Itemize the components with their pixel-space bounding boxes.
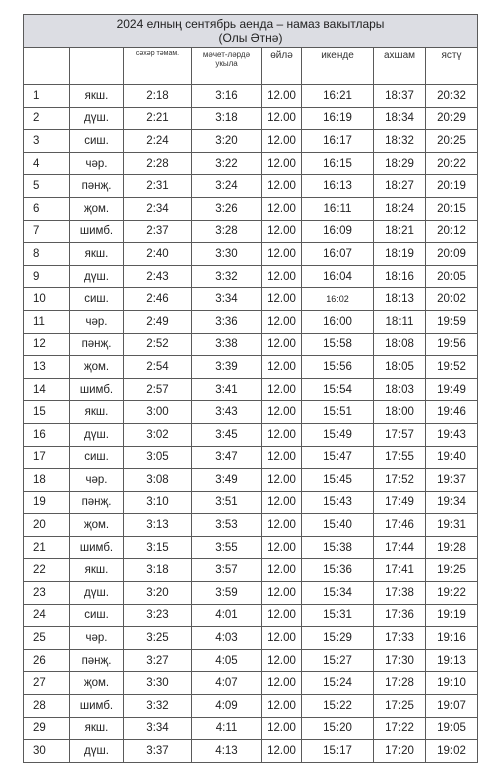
table-row bbox=[24, 265, 478, 288]
cell-mechet: 3:28 bbox=[192, 220, 262, 243]
cell-weekday: чәр. bbox=[70, 310, 124, 333]
cell-weekday: якш. bbox=[70, 717, 124, 740]
cell-mechet: 4:03 bbox=[192, 627, 262, 650]
cell-akhsham: 17:38 bbox=[374, 582, 426, 605]
header-mechet: мәчет-ләрдә укыла bbox=[192, 48, 262, 85]
cell-ikende: 15:40 bbox=[302, 514, 374, 537]
cell-yastu: 20:02 bbox=[426, 288, 478, 311]
cell-sahar: 3:37 bbox=[124, 740, 192, 763]
cell-weekday: дүш. bbox=[70, 107, 124, 130]
cell-day-number: 30 bbox=[24, 740, 70, 763]
cell-weekday: чәр. bbox=[70, 627, 124, 650]
cell-sahar: 2:21 bbox=[124, 107, 192, 130]
cell-day-number: 13 bbox=[24, 356, 70, 379]
cell-ikende: 16:13 bbox=[302, 175, 374, 198]
cell-day-number: 9 bbox=[24, 265, 70, 288]
cell-sahar: 2:54 bbox=[124, 356, 192, 379]
cell-akhsham: 18:16 bbox=[374, 265, 426, 288]
prayer-times-table bbox=[23, 14, 478, 763]
cell-akhsham: 17:22 bbox=[374, 717, 426, 740]
cell-yastu: 20:15 bbox=[426, 197, 478, 220]
cell-sahar: 2:24 bbox=[124, 130, 192, 153]
cell-mechet: 3:18 bbox=[192, 107, 262, 130]
cell-akhsham: 17:33 bbox=[374, 627, 426, 650]
cell-day-number: 25 bbox=[24, 627, 70, 650]
cell-yastu: 20:12 bbox=[426, 220, 478, 243]
cell-day-number: 16 bbox=[24, 423, 70, 446]
cell-yastu: 20:09 bbox=[426, 243, 478, 266]
cell-sahar: 2:34 bbox=[124, 197, 192, 220]
table-row bbox=[24, 491, 478, 514]
cell-ikende: 16:11 bbox=[302, 197, 374, 220]
cell-day-number: 18 bbox=[24, 469, 70, 492]
header-day bbox=[70, 48, 124, 85]
cell-oyle: 12.00 bbox=[262, 288, 302, 311]
cell-sahar: 3:27 bbox=[124, 649, 192, 672]
cell-day-number: 3 bbox=[24, 130, 70, 153]
cell-yastu: 19:46 bbox=[426, 401, 478, 424]
table-row bbox=[24, 310, 478, 333]
cell-ikende: 15:58 bbox=[302, 333, 374, 356]
header-oyle: өйлә bbox=[262, 48, 302, 85]
cell-akhsham: 18:34 bbox=[374, 107, 426, 130]
cell-yastu: 19:25 bbox=[426, 559, 478, 582]
cell-ikende: 15:45 bbox=[302, 469, 374, 492]
cell-oyle: 12.00 bbox=[262, 604, 302, 627]
table-row bbox=[24, 220, 478, 243]
cell-yastu: 19:22 bbox=[426, 582, 478, 605]
table-row bbox=[24, 536, 478, 559]
cell-ikende: 16:15 bbox=[302, 152, 374, 175]
cell-akhsham: 18:05 bbox=[374, 356, 426, 379]
cell-ikende: 15:17 bbox=[302, 740, 374, 763]
cell-ikende: 16:17 bbox=[302, 130, 374, 153]
cell-oyle: 12.00 bbox=[262, 423, 302, 446]
cell-akhsham: 18:29 bbox=[374, 152, 426, 175]
cell-day-number: 4 bbox=[24, 152, 70, 175]
cell-yastu: 19:31 bbox=[426, 514, 478, 537]
cell-oyle: 12.00 bbox=[262, 175, 302, 198]
cell-day-number: 6 bbox=[24, 197, 70, 220]
table-row bbox=[24, 107, 478, 130]
cell-sahar: 2:18 bbox=[124, 85, 192, 108]
cell-sahar: 3:23 bbox=[124, 604, 192, 627]
cell-oyle: 12.00 bbox=[262, 265, 302, 288]
cell-yastu: 19:28 bbox=[426, 536, 478, 559]
cell-oyle: 12.00 bbox=[262, 152, 302, 175]
cell-mechet: 3:49 bbox=[192, 469, 262, 492]
cell-ikende: 16:19 bbox=[302, 107, 374, 130]
header-number bbox=[24, 48, 70, 85]
cell-yastu: 19:40 bbox=[426, 446, 478, 469]
cell-ikende: 15:38 bbox=[302, 536, 374, 559]
cell-weekday: җом. bbox=[70, 197, 124, 220]
cell-day-number: 10 bbox=[24, 288, 70, 311]
cell-day-number: 27 bbox=[24, 672, 70, 695]
cell-weekday: җом. bbox=[70, 356, 124, 379]
cell-weekday: якш. bbox=[70, 401, 124, 424]
cell-oyle: 12.00 bbox=[262, 536, 302, 559]
prayer-times-sheet bbox=[23, 14, 477, 763]
cell-yastu: 19:13 bbox=[426, 649, 478, 672]
cell-sahar: 3:18 bbox=[124, 559, 192, 582]
cell-day-number: 21 bbox=[24, 536, 70, 559]
cell-sahar: 3:08 bbox=[124, 469, 192, 492]
cell-yastu: 19:05 bbox=[426, 717, 478, 740]
cell-akhsham: 17:28 bbox=[374, 672, 426, 695]
cell-mechet: 3:51 bbox=[192, 491, 262, 514]
cell-ikende: 15:34 bbox=[302, 582, 374, 605]
cell-sahar: 2:43 bbox=[124, 265, 192, 288]
table-title: 2024 елның сентябрь аенда – намаз вакытлары bbox=[116, 17, 385, 31]
cell-sahar: 2:28 bbox=[124, 152, 192, 175]
table-row bbox=[24, 423, 478, 446]
cell-mechet: 3:26 bbox=[192, 197, 262, 220]
cell-sahar: 3:34 bbox=[124, 717, 192, 740]
cell-sahar: 2:49 bbox=[124, 310, 192, 333]
cell-akhsham: 17:36 bbox=[374, 604, 426, 627]
cell-oyle: 12.00 bbox=[262, 85, 302, 108]
cell-akhsham: 17:20 bbox=[374, 740, 426, 763]
cell-day-number: 1 bbox=[24, 85, 70, 108]
cell-akhsham: 17:25 bbox=[374, 695, 426, 718]
cell-day-number: 7 bbox=[24, 220, 70, 243]
table-row bbox=[24, 514, 478, 537]
table-row bbox=[24, 559, 478, 582]
cell-akhsham: 18:27 bbox=[374, 175, 426, 198]
header-yastu: ястү bbox=[426, 48, 478, 85]
cell-weekday: дүш. bbox=[70, 740, 124, 763]
cell-yastu: 19:52 bbox=[426, 356, 478, 379]
cell-oyle: 12.00 bbox=[262, 107, 302, 130]
cell-ikende: 15:43 bbox=[302, 491, 374, 514]
cell-weekday: дүш. bbox=[70, 265, 124, 288]
cell-akhsham: 18:00 bbox=[374, 401, 426, 424]
cell-day-number: 26 bbox=[24, 649, 70, 672]
cell-ikende: 15:54 bbox=[302, 378, 374, 401]
cell-day-number: 5 bbox=[24, 175, 70, 198]
cell-day-number: 11 bbox=[24, 310, 70, 333]
cell-weekday: пәнҗ. bbox=[70, 491, 124, 514]
table-row bbox=[24, 85, 478, 108]
cell-mechet: 4:09 bbox=[192, 695, 262, 718]
cell-sahar: 3:20 bbox=[124, 582, 192, 605]
cell-oyle: 12.00 bbox=[262, 491, 302, 514]
cell-day-number: 20 bbox=[24, 514, 70, 537]
cell-sahar: 3:15 bbox=[124, 536, 192, 559]
cell-weekday: сиш. bbox=[70, 288, 124, 311]
cell-mechet: 3:39 bbox=[192, 356, 262, 379]
cell-oyle: 12.00 bbox=[262, 446, 302, 469]
cell-sahar: 3:13 bbox=[124, 514, 192, 537]
cell-ikende: 16:09 bbox=[302, 220, 374, 243]
cell-akhsham: 18:32 bbox=[374, 130, 426, 153]
cell-mechet: 3:59 bbox=[192, 582, 262, 605]
cell-akhsham: 18:21 bbox=[374, 220, 426, 243]
cell-oyle: 12.00 bbox=[262, 695, 302, 718]
cell-weekday: пәнҗ. bbox=[70, 333, 124, 356]
cell-sahar: 3:02 bbox=[124, 423, 192, 446]
cell-day-number: 24 bbox=[24, 604, 70, 627]
cell-akhsham: 17:44 bbox=[374, 536, 426, 559]
table-row bbox=[24, 356, 478, 379]
cell-mechet: 3:16 bbox=[192, 85, 262, 108]
cell-ikende: 15:51 bbox=[302, 401, 374, 424]
cell-weekday: якш. bbox=[70, 85, 124, 108]
cell-mechet: 3:36 bbox=[192, 310, 262, 333]
cell-mechet: 3:24 bbox=[192, 175, 262, 198]
cell-weekday: шимб. bbox=[70, 378, 124, 401]
cell-weekday: җом. bbox=[70, 514, 124, 537]
cell-ikende: 15:31 bbox=[302, 604, 374, 627]
table-row bbox=[24, 469, 478, 492]
table-title-cell bbox=[24, 15, 478, 48]
table-row bbox=[24, 243, 478, 266]
cell-sahar: 2:40 bbox=[124, 243, 192, 266]
table-row bbox=[24, 672, 478, 695]
cell-day-number: 17 bbox=[24, 446, 70, 469]
cell-oyle: 12.00 bbox=[262, 559, 302, 582]
cell-ikende: 15:47 bbox=[302, 446, 374, 469]
cell-sahar: 2:57 bbox=[124, 378, 192, 401]
cell-day-number: 19 bbox=[24, 491, 70, 514]
cell-yastu: 19:07 bbox=[426, 695, 478, 718]
cell-akhsham: 17:46 bbox=[374, 514, 426, 537]
cell-oyle: 12.00 bbox=[262, 582, 302, 605]
table-row bbox=[24, 333, 478, 356]
cell-oyle: 12.00 bbox=[262, 627, 302, 650]
cell-oyle: 12.00 bbox=[262, 649, 302, 672]
table-row bbox=[24, 175, 478, 198]
cell-ikende: 16:21 bbox=[302, 85, 374, 108]
cell-mechet: 4:11 bbox=[192, 717, 262, 740]
cell-akhsham: 17:41 bbox=[374, 559, 426, 582]
cell-day-number: 2 bbox=[24, 107, 70, 130]
cell-oyle: 12.00 bbox=[262, 243, 302, 266]
cell-weekday: чәр. bbox=[70, 469, 124, 492]
cell-mechet: 4:07 bbox=[192, 672, 262, 695]
cell-ikende: 15:20 bbox=[302, 717, 374, 740]
cell-mechet: 4:01 bbox=[192, 604, 262, 627]
cell-akhsham: 17:55 bbox=[374, 446, 426, 469]
cell-mechet: 3:55 bbox=[192, 536, 262, 559]
cell-oyle: 12.00 bbox=[262, 514, 302, 537]
cell-oyle: 12.00 bbox=[262, 197, 302, 220]
cell-oyle: 12.00 bbox=[262, 333, 302, 356]
cell-day-number: 29 bbox=[24, 717, 70, 740]
cell-sahar: 3:05 bbox=[124, 446, 192, 469]
cell-mechet: 3:20 bbox=[192, 130, 262, 153]
cell-oyle: 12.00 bbox=[262, 401, 302, 424]
cell-mechet: 3:22 bbox=[192, 152, 262, 175]
cell-ikende: 16:02 bbox=[302, 288, 374, 311]
cell-weekday: сиш. bbox=[70, 446, 124, 469]
cell-yastu: 19:02 bbox=[426, 740, 478, 763]
cell-mechet: 3:41 bbox=[192, 378, 262, 401]
cell-akhsham: 18:37 bbox=[374, 85, 426, 108]
table-row bbox=[24, 401, 478, 424]
cell-yastu: 20:25 bbox=[426, 130, 478, 153]
cell-akhsham: 18:11 bbox=[374, 310, 426, 333]
cell-weekday: чәр. bbox=[70, 152, 124, 175]
cell-day-number: 28 bbox=[24, 695, 70, 718]
cell-day-number: 14 bbox=[24, 378, 70, 401]
cell-yastu: 19:16 bbox=[426, 627, 478, 650]
cell-sahar: 3:25 bbox=[124, 627, 192, 650]
table-body bbox=[24, 85, 478, 763]
cell-weekday: җом. bbox=[70, 672, 124, 695]
cell-weekday: сиш. bbox=[70, 130, 124, 153]
cell-yastu: 19:49 bbox=[426, 378, 478, 401]
table-row bbox=[24, 152, 478, 175]
cell-ikende: 15:24 bbox=[302, 672, 374, 695]
cell-mechet: 3:53 bbox=[192, 514, 262, 537]
table-row bbox=[24, 197, 478, 220]
cell-weekday: сиш. bbox=[70, 604, 124, 627]
cell-yastu: 20:29 bbox=[426, 107, 478, 130]
header-akhsham: ахшам bbox=[374, 48, 426, 85]
cell-day-number: 8 bbox=[24, 243, 70, 266]
table-row bbox=[24, 649, 478, 672]
cell-ikende: 15:36 bbox=[302, 559, 374, 582]
cell-yastu: 19:59 bbox=[426, 310, 478, 333]
cell-akhsham: 17:30 bbox=[374, 649, 426, 672]
cell-day-number: 15 bbox=[24, 401, 70, 424]
cell-weekday: якш. bbox=[70, 243, 124, 266]
cell-oyle: 12.00 bbox=[262, 740, 302, 763]
cell-yastu: 20:05 bbox=[426, 265, 478, 288]
table-row bbox=[24, 582, 478, 605]
column-header-row bbox=[24, 48, 478, 85]
cell-mechet: 3:43 bbox=[192, 401, 262, 424]
cell-ikende: 15:49 bbox=[302, 423, 374, 446]
cell-sahar: 2:52 bbox=[124, 333, 192, 356]
table-row bbox=[24, 695, 478, 718]
cell-sahar: 3:32 bbox=[124, 695, 192, 718]
cell-yastu: 19:56 bbox=[426, 333, 478, 356]
cell-sahar: 2:46 bbox=[124, 288, 192, 311]
table-row bbox=[24, 627, 478, 650]
cell-yastu: 19:19 bbox=[426, 604, 478, 627]
cell-sahar: 3:10 bbox=[124, 491, 192, 514]
cell-yastu: 20:22 bbox=[426, 152, 478, 175]
cell-weekday: шимб. bbox=[70, 536, 124, 559]
cell-ikende: 15:29 bbox=[302, 627, 374, 650]
cell-weekday: дүш. bbox=[70, 423, 124, 446]
table-subtitle: (Олы Әтнә) bbox=[218, 31, 283, 45]
cell-mechet: 3:45 bbox=[192, 423, 262, 446]
cell-mechet: 3:32 bbox=[192, 265, 262, 288]
cell-oyle: 12.00 bbox=[262, 717, 302, 740]
cell-yastu: 19:43 bbox=[426, 423, 478, 446]
cell-oyle: 12.00 bbox=[262, 220, 302, 243]
cell-akhsham: 18:24 bbox=[374, 197, 426, 220]
cell-akhsham: 17:57 bbox=[374, 423, 426, 446]
cell-oyle: 12.00 bbox=[262, 469, 302, 492]
cell-yastu: 20:19 bbox=[426, 175, 478, 198]
cell-sahar: 2:37 bbox=[124, 220, 192, 243]
cell-weekday: шимб. bbox=[70, 695, 124, 718]
cell-akhsham: 17:52 bbox=[374, 469, 426, 492]
cell-day-number: 22 bbox=[24, 559, 70, 582]
cell-sahar: 3:00 bbox=[124, 401, 192, 424]
cell-yastu: 19:37 bbox=[426, 469, 478, 492]
cell-akhsham: 17:49 bbox=[374, 491, 426, 514]
cell-oyle: 12.00 bbox=[262, 356, 302, 379]
cell-mechet: 3:30 bbox=[192, 243, 262, 266]
cell-ikende: 15:27 bbox=[302, 649, 374, 672]
cell-mechet: 3:38 bbox=[192, 333, 262, 356]
cell-sahar: 3:30 bbox=[124, 672, 192, 695]
cell-day-number: 23 bbox=[24, 582, 70, 605]
cell-oyle: 12.00 bbox=[262, 672, 302, 695]
table-row bbox=[24, 604, 478, 627]
cell-ikende: 15:56 bbox=[302, 356, 374, 379]
cell-mechet: 4:05 bbox=[192, 649, 262, 672]
table-row bbox=[24, 446, 478, 469]
cell-sahar: 2:31 bbox=[124, 175, 192, 198]
cell-oyle: 12.00 bbox=[262, 378, 302, 401]
cell-mechet: 3:47 bbox=[192, 446, 262, 469]
cell-ikende: 16:00 bbox=[302, 310, 374, 333]
cell-mechet: 3:34 bbox=[192, 288, 262, 311]
header-ikende: икенде bbox=[302, 48, 374, 85]
cell-weekday: шимб. bbox=[70, 220, 124, 243]
cell-ikende: 16:07 bbox=[302, 243, 374, 266]
cell-oyle: 12.00 bbox=[262, 130, 302, 153]
cell-akhsham: 18:19 bbox=[374, 243, 426, 266]
cell-akhsham: 18:03 bbox=[374, 378, 426, 401]
table-row bbox=[24, 717, 478, 740]
cell-yastu: 19:34 bbox=[426, 491, 478, 514]
cell-oyle: 12.00 bbox=[262, 310, 302, 333]
cell-ikende: 15:22 bbox=[302, 695, 374, 718]
header-sahar: сәхәр тәмам. bbox=[124, 48, 192, 85]
cell-yastu: 20:32 bbox=[426, 85, 478, 108]
cell-weekday: пәнҗ. bbox=[70, 175, 124, 198]
table-row bbox=[24, 740, 478, 763]
table-row bbox=[24, 130, 478, 153]
cell-weekday: пәнҗ. bbox=[70, 649, 124, 672]
cell-akhsham: 18:08 bbox=[374, 333, 426, 356]
table-row bbox=[24, 288, 478, 311]
cell-weekday: якш. bbox=[70, 559, 124, 582]
table-row bbox=[24, 378, 478, 401]
cell-akhsham: 18:13 bbox=[374, 288, 426, 311]
cell-ikende: 16:04 bbox=[302, 265, 374, 288]
cell-weekday: дүш. bbox=[70, 582, 124, 605]
cell-day-number: 12 bbox=[24, 333, 70, 356]
cell-mechet: 4:13 bbox=[192, 740, 262, 763]
cell-mechet: 3:57 bbox=[192, 559, 262, 582]
cell-yastu: 19:10 bbox=[426, 672, 478, 695]
